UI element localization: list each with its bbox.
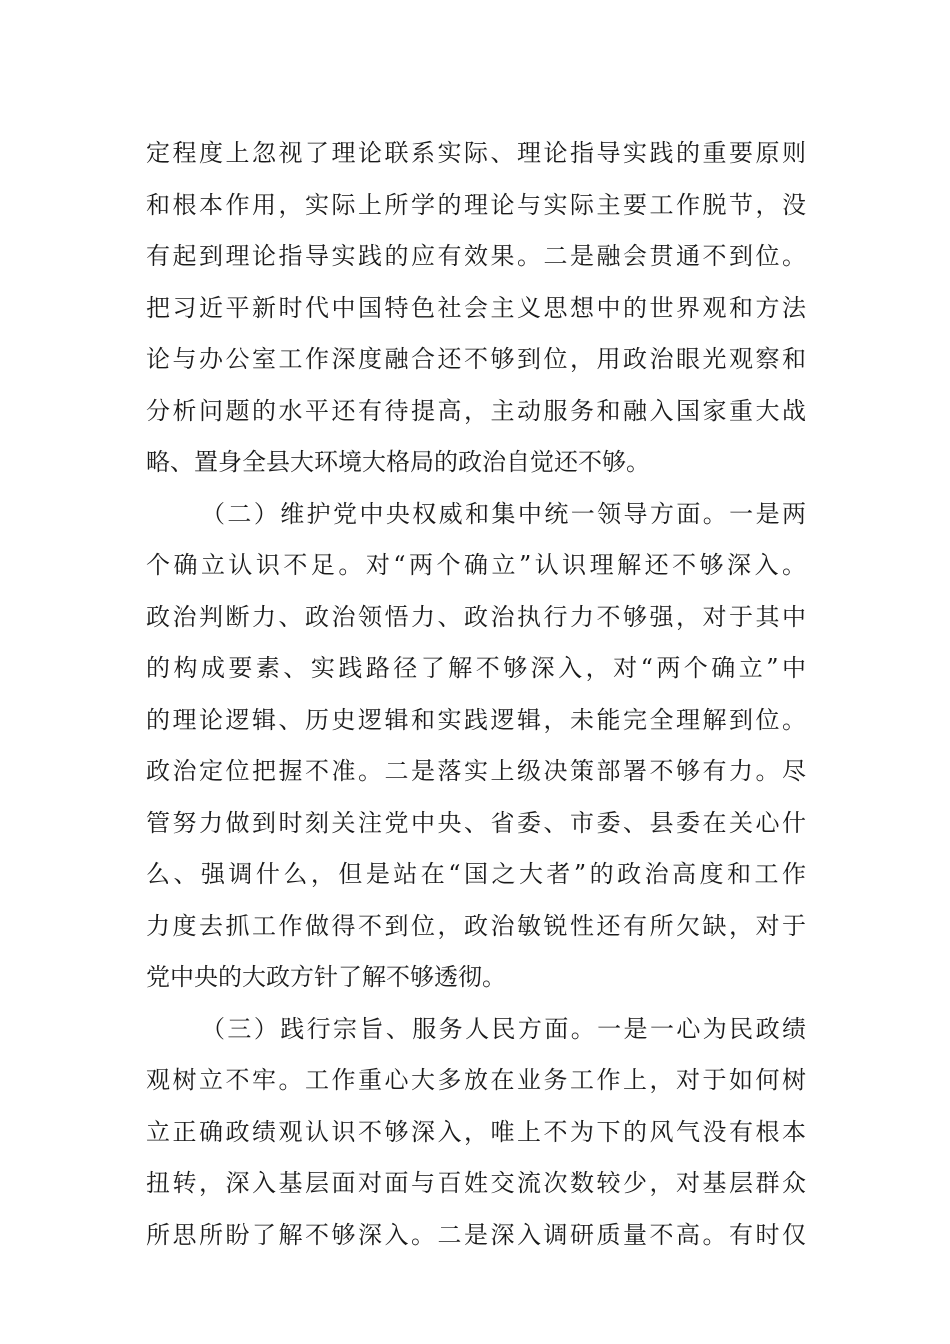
section-heading-line: （三）践行宗旨、服务人民方面。一是一心为民政绩 [201,1014,806,1043]
text-line: 略、置身全县大环境大格局的政治自觉还不够。 [146,448,650,476]
text-line: 定程度上忽视了理论联系实际、理论指导实践的重要原则 [146,139,806,167]
text-line: 管努力做到时刻关注党中央、省委、市委、县委在关心什 [146,808,806,837]
text-line: 观树立不牢。工作重心大多放在业务工作上，对于如何树 [146,1066,806,1094]
text-line: 的构成要素、实践路径了解不够深入，对“两个确立”中 [146,654,806,682]
text-line: 分析问题的水平还有待提高，主动服务和融入国家重大战 [146,396,806,425]
text-line: 么、强调什么，但是站在“国之大者”的政治高度和工作 [146,860,806,888]
text-line: 所思所盼了解不够深入。二是深入调研质量不高。有时仅 [146,1220,806,1249]
document-body [146,128,806,1261]
text-line: 立正确政绩观认识不够深入，唯上不为下的风气没有根本 [146,1117,806,1146]
text-line: 党中央的大政方针了解不够透彻。 [146,963,506,991]
text-line: 的理论逻辑、历史逻辑和实践逻辑，未能完全理解到位。 [146,705,806,734]
text-line: 政治定位把握不准。二是落实上级决策部署不够有力。尽 [146,757,806,785]
text-line: 政治判断力、政治领悟力、政治执行力不够强，对于其中 [146,602,806,631]
text-line: 力度去抓工作做得不到位，政治敏锐性还有所欠缺，对于 [146,911,806,940]
section-heading-line: （二）维护党中央权威和集中统一领导方面。一是两 [201,499,806,528]
text-line: 把习近平新时代中国特色社会主义思想中的世界观和方法 [146,293,806,322]
text-line: 扭转，深入基层面对面与百姓交流次数较少，对基层群众 [146,1169,806,1197]
text-line: 有起到理论指导实践的应有效果。二是融会贯通不到位。 [146,242,806,270]
text-line: 和根本作用，实际上所学的理论与实际主要工作脱节，没 [146,190,806,219]
text-line: 个确立认识不足。对“两个确立”认识理解还不够深入。 [146,551,806,579]
text-line: 论与办公室工作深度融合还不够到位，用政治眼光观察和 [146,345,806,373]
